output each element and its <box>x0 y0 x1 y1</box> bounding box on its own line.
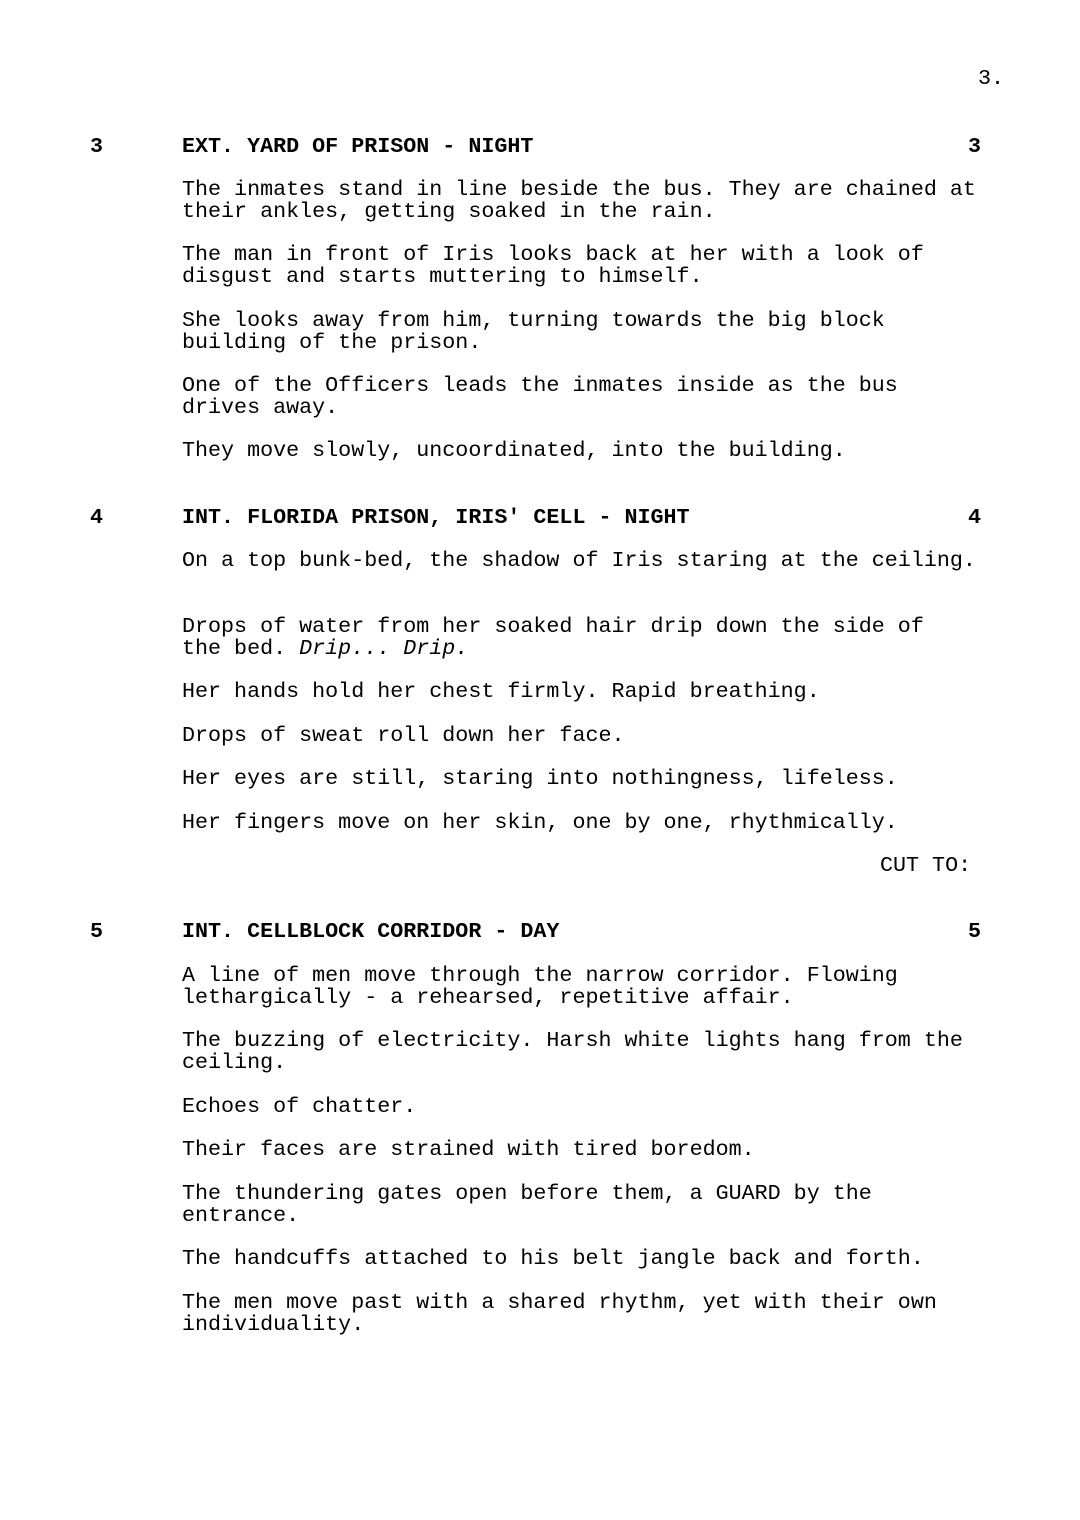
action-paragraph: The men move past with a shared rhythm, yet with their own individuality. <box>182 1290 937 1337</box>
action-paragraph: The handcuffs attached to his belt jangle back and forth. <box>182 1246 924 1271</box>
action-italic: Drip... Drip. <box>299 636 469 661</box>
scene-number-left: 4 <box>90 505 104 530</box>
scene-number-right: 3 <box>968 134 982 159</box>
scene-heading: INT. CELLBLOCK CORRIDOR - DAY <box>182 919 560 944</box>
transition: CUT TO: <box>880 853 972 878</box>
action-paragraph: Drops of sweat roll down her face. <box>182 723 625 748</box>
action-paragraph: The man in front of Iris looks back at her with a look of disgust and starts muttering to himself. <box>182 242 924 289</box>
scene-number-left: 3 <box>90 134 104 159</box>
scene-number-left: 5 <box>90 919 104 944</box>
action-paragraph: A line of men move through the narrow corridor. Flowing lethargically - a rehearsed, repetitive affair. <box>182 963 898 1010</box>
action-paragraph: Echoes of chatter. <box>182 1094 417 1119</box>
action-line: Drops of water from her soaked hair drip down the side of <box>182 614 924 639</box>
action-paragraph: Their faces are strained with tired boredom. <box>182 1137 755 1162</box>
action-paragraph: They move slowly, uncoordinated, into the building. <box>182 438 846 463</box>
scene-heading: EXT. YARD OF PRISON - NIGHT <box>182 134 534 159</box>
action-paragraph: The buzzing of electricity. Harsh white lights hang from the ceiling. <box>182 1028 963 1075</box>
scene-heading: INT. FLORIDA PRISON, IRIS' CELL - NIGHT <box>182 505 690 530</box>
scene-number-right: 4 <box>968 505 982 530</box>
action-paragraph: Her hands hold her chest firmly. Rapid breathing. <box>182 679 820 704</box>
action-paragraph: The inmates stand in line beside the bus. They are chained at their ankles, getting soaked in the rain. <box>182 177 976 224</box>
action-paragraph: She looks away from him, turning towards the big block building of the prison. <box>182 308 885 355</box>
action-paragraph: On a top bunk-bed, the shadow of Iris staring at the ceiling. <box>182 548 976 573</box>
action-paragraph: Her fingers move on her skin, one by one, rhythmically. <box>182 810 898 835</box>
action-line: the bed. <box>182 636 287 661</box>
page-number: 3. <box>978 66 1005 91</box>
action-paragraph <box>182 616 982 660</box>
action-paragraph: The thundering gates open before them, a GUARD by the entrance. <box>182 1181 872 1228</box>
scene-number-right: 5 <box>968 919 982 944</box>
action-paragraph: One of the Officers leads the inmates inside as the bus drives away. <box>182 373 898 420</box>
action-paragraph: Her eyes are still, staring into nothingness, lifeless. <box>182 766 898 791</box>
